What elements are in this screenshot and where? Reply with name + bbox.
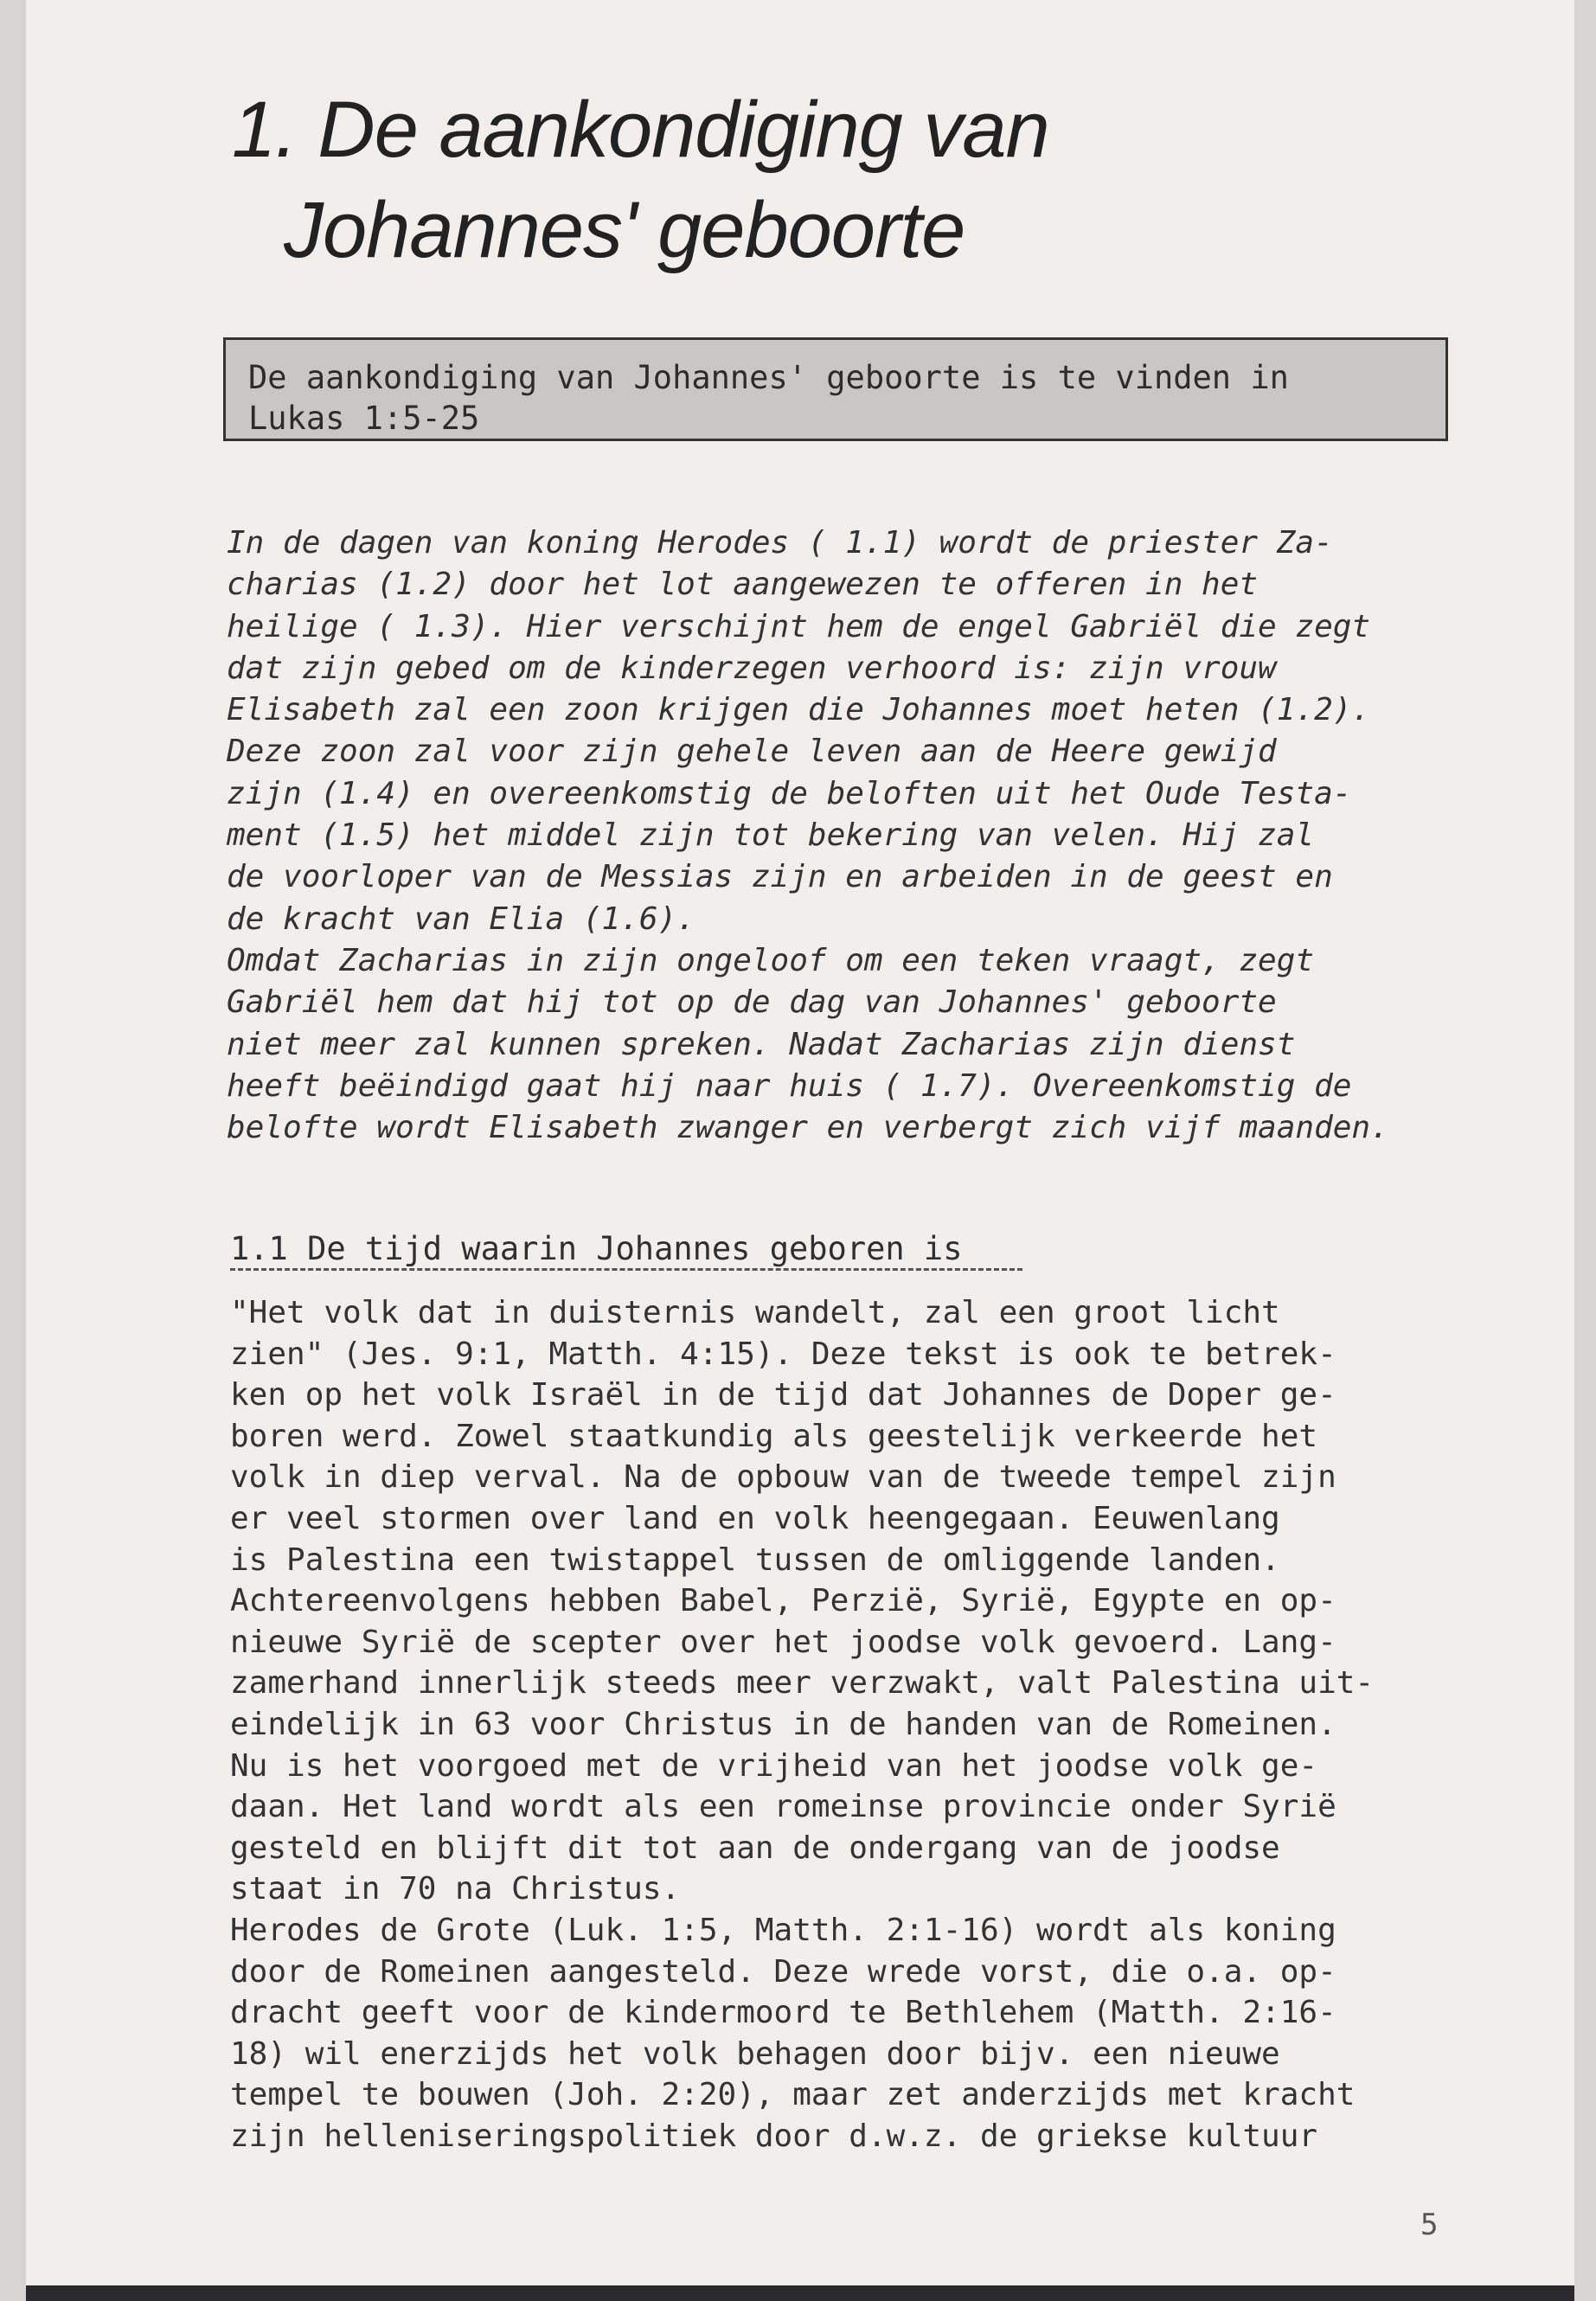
page-number: 5: [1420, 2208, 1439, 2242]
section-heading: 1.1 De tijd waarin Johannes geboren is: [230, 1230, 963, 1267]
section-body-text: "Het volk dat in duisternis wandelt, zal een groot licht zien" (Jes. 9:1, Matth. 4:15). Deze tekst is ook te betrek- ken op het volk Israël in de tijd dat Johannes de Doper ge- boren werd. Zowel staatkundig als geestelijk verkeerde het volk in diep verval. Na de opbouw van de tweede tempel zijn er veel stormen over land en volk heengegaan. Eeuwenlang is Palestina een twistappel tussen de omliggende landen. Achtereenvolgens hebben Babel, Perzië, Syrië, Egypte en op- nieuwe Syrië de scepter over het joodse volk gevoerd. Lang- zamerhand innerlijk steeds meer verzwakt, valt Palestina uit- eindelijk in 63 voor Christus in de handen van de Romeinen. Nu is het voorgoed met de vrijheid van het joodse volk ge- daan. Het land wordt als een romeinse provincie onder Syrië gesteld en blijft dit tot aan de ondergang van de joodse staat in 70 na Christus. Herodes de Grote (Luk. 1:5, Matth. 2:1-16) wordt als koning door de Romeinen aangesteld. Deze wrede vorst, die o.a. op- dracht geeft voor de kindermoord te Bethlehem (Matth. 2:16- 18) wil enerzijds het volk behagen door bijv. een nieuwe tempel te bouwen (Joh. 2:20), maar zet anderzijds met kracht zijn helleniseringspolitiek door d.w.z. de griekse kultuur: [230, 1295, 1375, 2154]
page: [26, 0, 1574, 2285]
scripture-reference-box: De aankondiging van Johannes' geboorte is te vinden in Lukas 1:5-25: [223, 337, 1448, 441]
section-heading-underline: [230, 1268, 1022, 1271]
chapter-title-line-1: 1. De aankondiging van: [232, 86, 1049, 174]
chapter-title-line-2: Johannes' geboorte: [284, 186, 965, 274]
scan-edge: [26, 2285, 1574, 2301]
chapter-title: [232, 80, 1049, 280]
summary-paragraph: In de dagen van koning Herodes ( 1.1) wordt de priester Za- charias (1.2) door het lot aangewezen te offeren in het heilige ( 1.3). Hier verschijnt hem de engel Gabriël die zegt dat zijn gebed om de kinderzegen verhoord is: zijn vrouw Elisabeth zal een zoon krijgen die Johannes moet heten (1.2). Deze zoon zal voor zijn gehele leven aan de Heere gewijd zijn (1.4) en overeenkomstig de beloften uit het Oude Testa- ment (1.5) het middel zijn tot bekering van velen. Hij zal de voorloper van de Messias zijn en arbeiden in de geest en de kracht van Elia (1.6). Omdat Zacharias in zijn ongeloof om een teken vraagt, zegt Gabriël hem dat hij tot op de dag van Johannes' geboorte niet meer zal kunnen spreken. Nadat Zacharias zijn dienst heeft beëindigd gaat hij naar huis ( 1.7). Overeenkomstig de belofte wordt Elisabeth zwanger en verbergt zich vijf maanden.: [227, 525, 1389, 1146]
